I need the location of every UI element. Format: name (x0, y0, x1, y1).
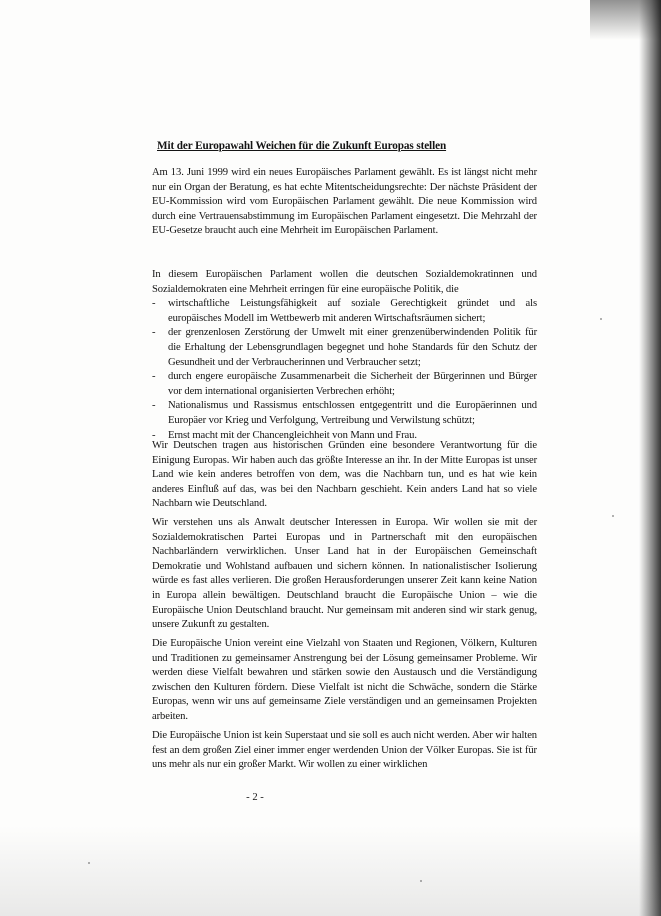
scan-speck (612, 515, 614, 517)
list-item: - durch engere europäische Zusammenarbeit die Sicherheit der Bürgerinnen und Bürger vor dem international organisierten Verbrechen erhöht; (152, 370, 537, 399)
paragraph-5-text: Die Europäische Union vereint eine Vielzahl von Staaten und Regionen, Völkern, Kulturen und Traditionen zu gemeinsamer Anstrengung bei der Lösung gemeinsamer Probleme. Wir werden diese Vielfalt bewahren und stärken sowie den Austausch und die Verständigung zwischen den Kulturen fördern. Diese Vielfalt ist nicht die Schwäche, sondern die Stärke Europas, wenn wir uns auf gemeinsame Ziele verständigen und an gemeinsamen Projekten arbeiten. (152, 638, 537, 722)
paragraph-6 (152, 729, 537, 773)
scan-speck (600, 318, 602, 320)
goals-list (152, 297, 537, 443)
paragraph-4-text: Wir verstehen uns als Anwalt deutscher Interessen in Europa. Wir wollen sie mit der Sozialdemokratischen Partei Europas und in Partnerschaft mit den europäischen Nachbarländern verwirklichen. Unser Land hat in der Europäischen Gemeinschaft Demokratie und Wohlstand aufbauen und sichern können. In nationalistischer Isolierung würde es fast alles verlieren. Die großen Herausforderungen unserer Zeit kann keine Nation in Europa allein bewältigen. Deutschland braucht die Europäische Union – wie die Europäische Union Deutschland braucht. Nur gemeinsam mit anderen sind wir stark genug, unsere Zukunft zu gestalten. (152, 517, 537, 631)
paragraph-3 (152, 439, 537, 512)
paragraph-1-text: Am 13. Juni 1999 wird ein neues Europäisches Parlament gewählt. Es ist längst nicht mehr nur ein Organ der Beratung, es hat echte Mitentscheidungsrechte: Der nächste Präsident der EU-Kommission wird vom Europäischen Parlament gewählt. Die neue Kommission wird durch eine Vertrauensabstimmung im Europäischen Parlament eingesetzt. Die Mehrzahl der EU-Gesetze braucht auch eine Mehrheit im Europäischen Parlament. (152, 167, 537, 237)
list-item: - wirtschaftliche Leistungsfähigkeit auf soziale Gerechtigkeit gründet und als europäisches Modell im Wettbewerb mit anderen Wirtschaftsräumen sichert; (152, 297, 537, 326)
scan-shadow-bottom (0, 826, 661, 916)
document-title: Mit der Europawahl Weichen für die Zukunft Europas stellen (157, 140, 447, 152)
paragraph-1 (152, 166, 537, 239)
paragraph-5 (152, 637, 537, 725)
paragraph-2 (152, 268, 537, 443)
paragraph-2-intro: In diesem Europäischen Parlament wollen die deutschen Sozialdemokratinnen und Sozialdemokraten eine Mehrheit erringen für eine europäische Politik, die (152, 269, 537, 295)
paragraph-4 (152, 516, 537, 633)
paragraph-3-text: Wir Deutschen tragen aus historischen Gründen eine besondere Verantwortung für die Einigung Europas. Wir haben auch das größte Interesse an ihr. In der Mitte Europas ist unser Land wie kein anderes betroffen von dem, was die Nachbarn tun, und es hat wie kein anderes Einfluß auf das, was bei den Nachbarn geschieht. Kein anders Land hat so viele Nachbarn wie Deutschland. (152, 440, 537, 510)
list-item: - Ernst macht mit der Chancengleichheit von Mann und Frau. (152, 429, 537, 444)
scan-speck (88, 862, 90, 864)
page-number: - 2 - (246, 792, 264, 803)
paragraph-6-text: Die Europäische Union ist kein Superstaat und sie soll es auch nicht werden. Aber wir halten fest an dem großen Ziel einer immer enger werdenden Union der Völker Europas. Sie ist für uns mehr als nur ein großer Markt. Wir wollen zu einer wirklichen (152, 730, 537, 771)
scan-speck (420, 880, 422, 882)
list-item: - der grenzenlosen Zerstörung der Umwelt mit einer grenzenüberwindenden Politik für die Erhaltung der Lebensgrundlagen begegnet und hohe Standards für den Schutz der Gesundheit und der Verbraucherinnen und Verbraucher setzt; (152, 326, 537, 370)
scan-shadow-right (639, 0, 661, 916)
list-item: - Nationalismus und Rassismus entschlossen entgegentritt und die Europäerinnen und Europäer vor Krieg und Verfolgung, Vertreibung und Verwilstung schützt; (152, 399, 537, 428)
